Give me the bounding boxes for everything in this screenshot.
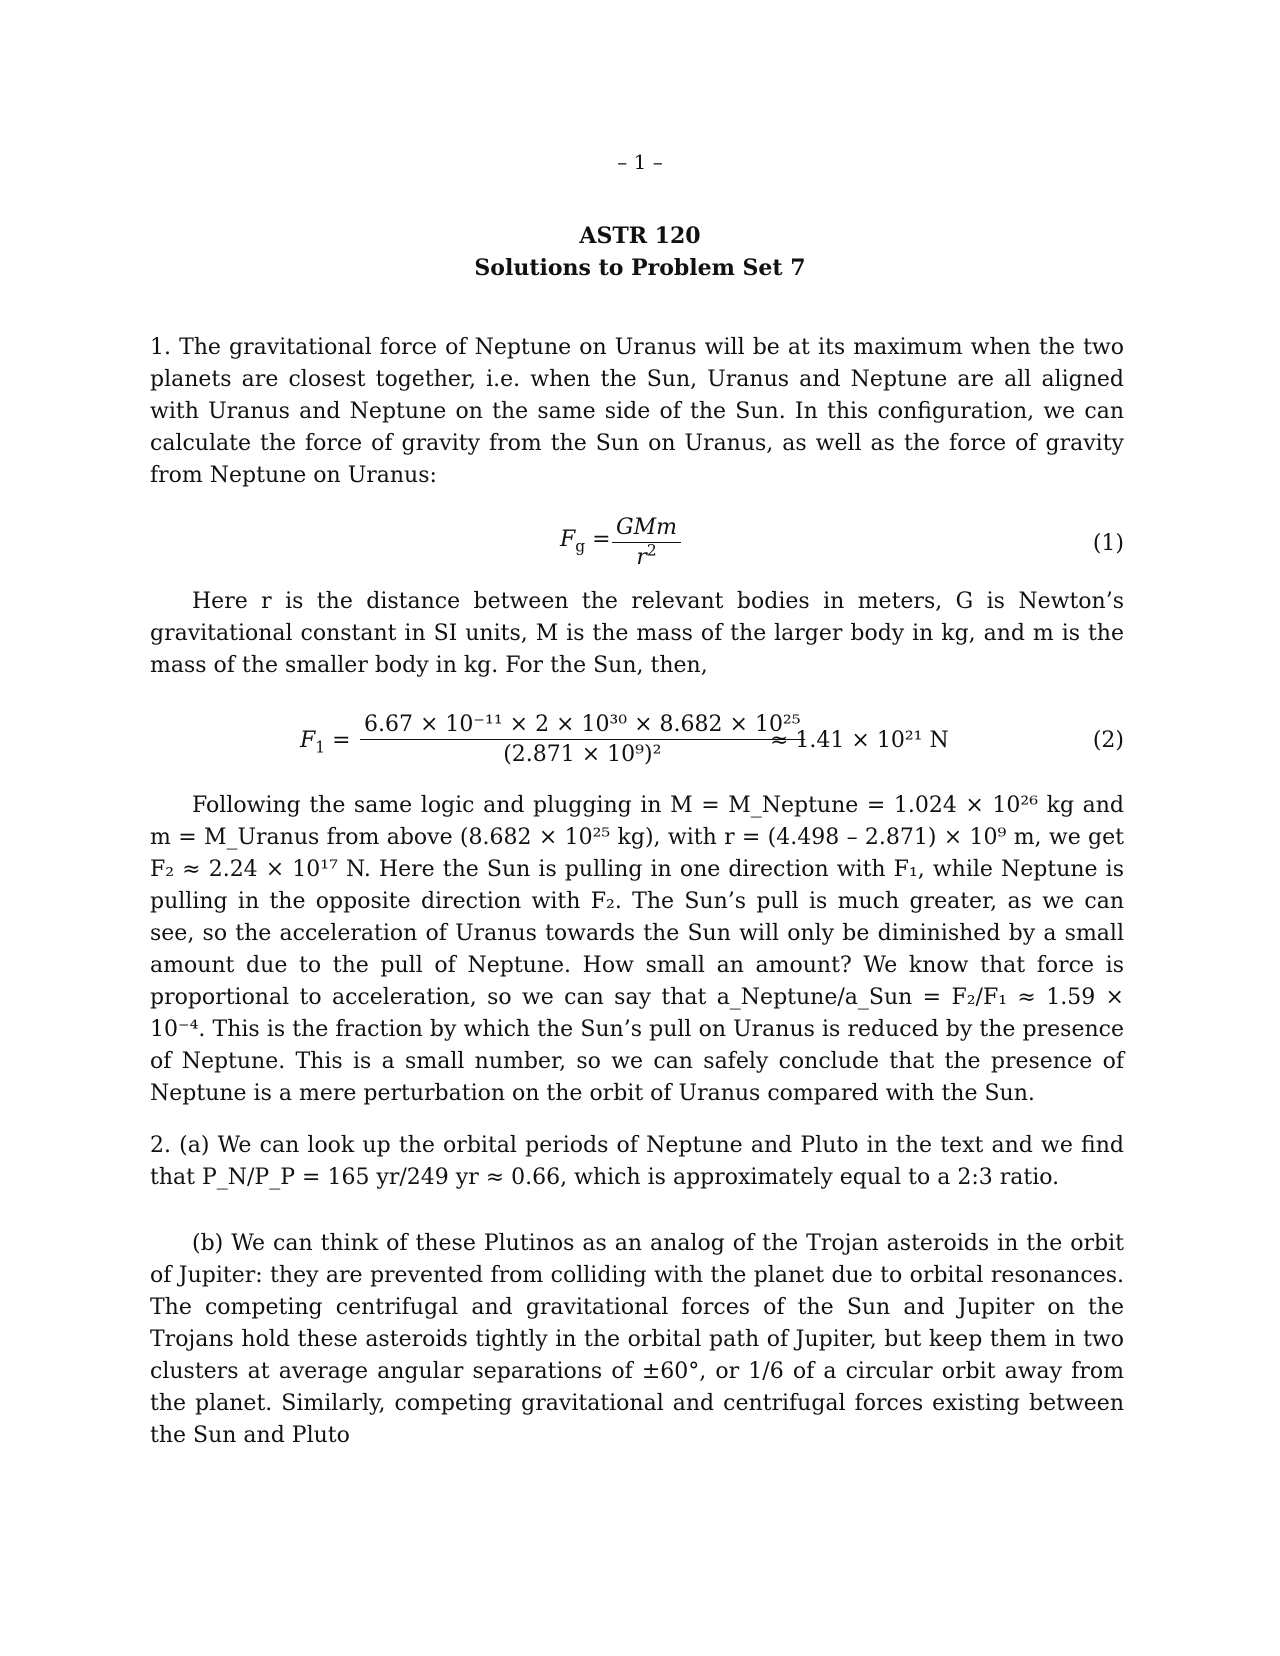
equation-1-lhs: $F_g$ = xyxy=(560,527,611,556)
document-subtitle: Solutions to Problem Set 7 xyxy=(474,255,806,281)
course-title: ASTR 120 xyxy=(579,223,701,249)
equation-2-result: ≈ 1.41 × 10²¹ N xyxy=(770,728,949,753)
problem-2a: 2. (a) We can look up the orbital periods of Neptune and Pluto in the text and we find that P_N/P_P = 165 yr/249 yr ≈ 0.66, which is approximately equal to a 2:3 ratio. xyxy=(150,1133,1124,1190)
equation-1-fraction xyxy=(612,515,681,570)
problem-2b: (b) We can think of these Plutinos as an analog of the Trojan asteroids in the orbit of Jupiter: they are prevented from colliding with the planet due to orbital resonances. The competing centrifugal and gravitational forces of the Sun and Jupiter on the Trojans hold these asteroids tightly in the orbital path of Jupiter, but keep them in two clusters at average angular separations of ±60°, or 1/6 of a circular orbit away from the planet. Similarly, competing gravitational and centrifugal forces existing between the Sun and Pluto xyxy=(150,1231,1124,1448)
equation-1-number: (1) xyxy=(1092,531,1124,556)
equation-2-lhs: $F_1$ = xyxy=(300,728,351,757)
equation-2-number: (2) xyxy=(1092,728,1124,753)
equation-1-denominator: $r^2$ xyxy=(636,541,657,570)
equation-1-numerator: GMm xyxy=(612,515,681,543)
equation-2-numerator: 6.67 × 10⁻¹¹ × 2 × 10³⁰ × 8.682 × 10²⁵ xyxy=(360,712,805,740)
problem-1-followup: Following the same logic and plugging in M = M_Neptune = 1.024 × 10²⁶ kg and m = M_Uranus from above (8.682 × 10²⁵ kg), with r = (4.498 – 2.871) × 10⁹ m, we get F₂ ≈ 2.24 × 10¹⁷ N. Here the Sun is pulling in one direction with F₁, while Neptune is pulling in the opposite direction with F₂. The Sun’s pull is much greater, as we can see, so the acceleration of Uranus towards the Sun will only be diminished by a small amount due to the pull of Neptune. How small an amount? We know that force is proportional to acceleration, so we can say that a_Neptune/a_Sun = F₂/F₁ ≈ 1.59 × 10⁻⁴. This is the fraction by which the Sun’s pull on Uranus is reduced by the presence of Neptune. This is a small number, so we can safely conclude that the presence of Neptune is a mere perturbation on the orbit of Uranus compared with the Sun. xyxy=(150,793,1124,1106)
problem-1-intro: 1. The gravitational force of Neptune on Uranus will be at its maximum when the two planets are closest together, i.e. when the Sun, Uranus and Neptune are all aligned with Uranus and Neptune on the same side of the Sun. In this configuration, we can calculate the force of gravity from the Sun on Uranus, as well as the force of gravity from Neptune on Uranus: xyxy=(150,335,1124,488)
document-title xyxy=(0,220,1280,284)
equation-2-fraction xyxy=(360,712,805,767)
problem-1-explanation: Here r is the distance between the relevant bodies in meters, G is Newton’s gravitational constant in SI units, M is the mass of the larger body in kg, and m is the mass of the smaller body in kg. For the Sun, then, xyxy=(150,589,1124,678)
page-number: – 1 – xyxy=(617,150,663,174)
equation-2-denominator: (2.871 × 10⁹)² xyxy=(503,742,662,767)
